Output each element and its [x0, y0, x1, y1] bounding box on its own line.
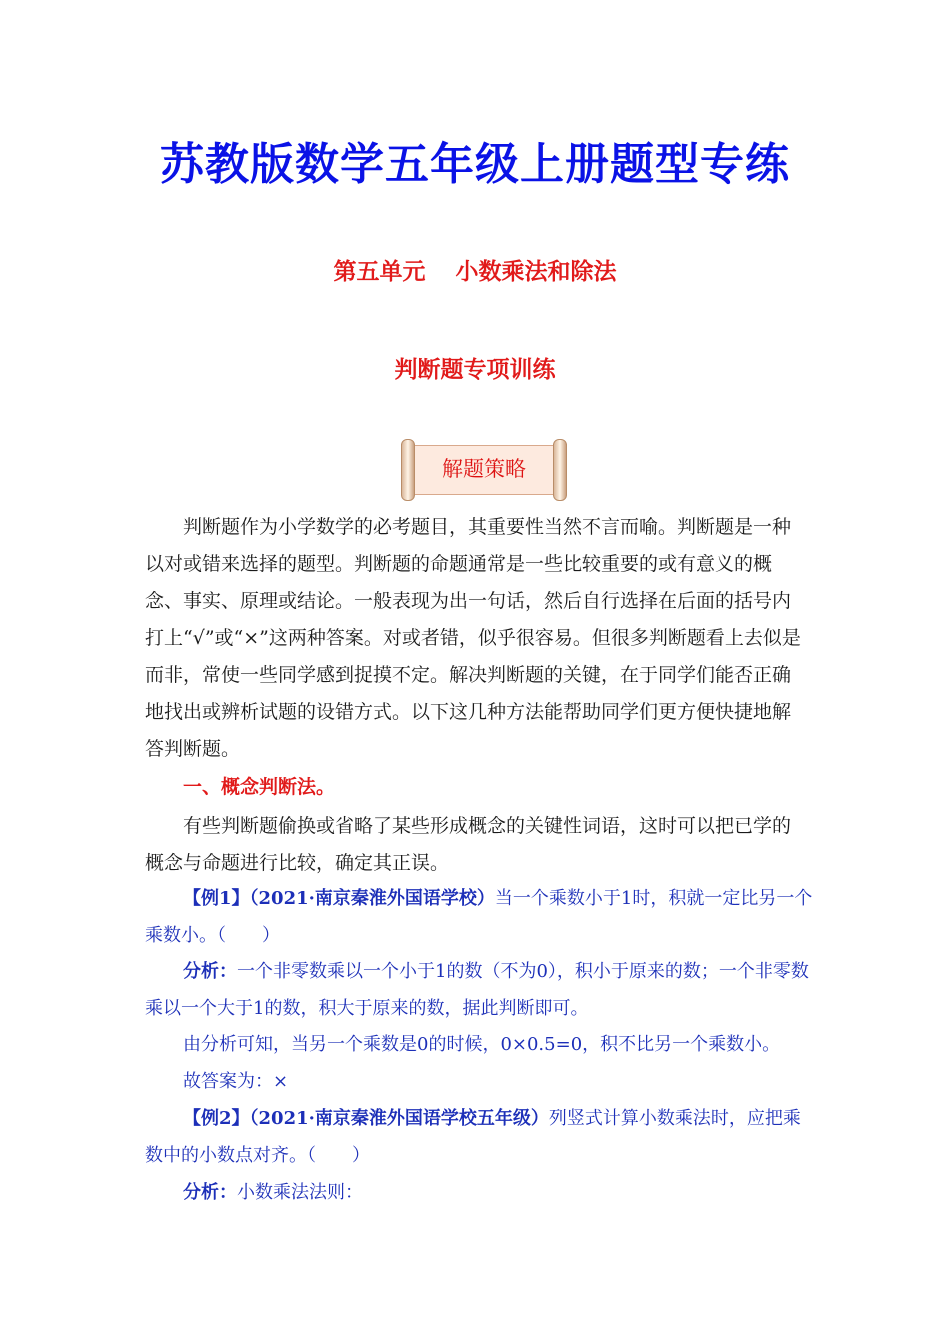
example1-answer: 故答案为：×: [183, 1071, 289, 1092]
section-title: 判断题专项训练: [394, 356, 556, 383]
example2: [145, 1100, 815, 1174]
analysis-label: 分析：: [183, 961, 237, 982]
scroll-roll-right-icon: [553, 439, 567, 501]
analysis-label: 分析：: [183, 1182, 237, 1203]
banner-label: 解题策略: [442, 457, 526, 481]
analysis-text: 一个非零数乘以一个小于1的数（不为0），积小于原来的数；一个非零数乘以一个大于1的数，积大于原来的数，据此判断即可。: [145, 961, 809, 1019]
unit-title: 第五单元 小数乘法和除法: [333, 258, 617, 285]
example1-question: 当一个乘数小于1时，积就一定比另一个乘数小。（ ）: [145, 888, 813, 946]
method1-heading: 一、概念判断法。: [183, 776, 336, 798]
intro-paragraph: 判断题作为小学数学的必考题目，其重要性当然不言而喻。判断题是一种以对或错来选择的题型。判断题的命题通常是一些比较重要的或有意义的概念、事实、原理或结论。一般表现为出一句话，然后自行选择在后面的括号内打上“√”或“×”这两种答案。对或者错，似乎很容易。但很多判断题看上去似是而非，常使一些同学感到捉摸不定。解决判断题的关键，在于同学们能否正确地找出或辨析试题的设错方式。以下这几种方法能帮助同学们更方便快捷地解答判断题。: [145, 516, 801, 760]
example2-analysis: [145, 1174, 815, 1211]
document-title: 苏教版数学五年级上册题型专练: [160, 139, 790, 190]
example2-question: 列竖式计算小数乘法时，应把乘数中的小数点对齐。（ ）: [145, 1108, 801, 1166]
example1-analysis: [145, 953, 815, 1027]
example1-reason: 由分析可知，当另一个乘数是0的时候，0×0.5=0，积不比另一个乘数小。: [183, 1034, 781, 1055]
method1-paragraph: 有些判断题偷换或省略了某些形成概念的关键性词语，这时可以把已学的概念与命题进行比较，确定其正误。: [145, 815, 792, 874]
strategy-banner: [399, 437, 569, 499]
example1: [145, 880, 815, 954]
example2-tag: 【例2】（2021·南京秦淮外国语学校五年级）: [183, 1108, 549, 1129]
example1-tag: 【例1】（2021·南京秦淮外国语学校）: [183, 888, 495, 909]
analysis-text: 小数乘法法则：: [237, 1182, 363, 1203]
